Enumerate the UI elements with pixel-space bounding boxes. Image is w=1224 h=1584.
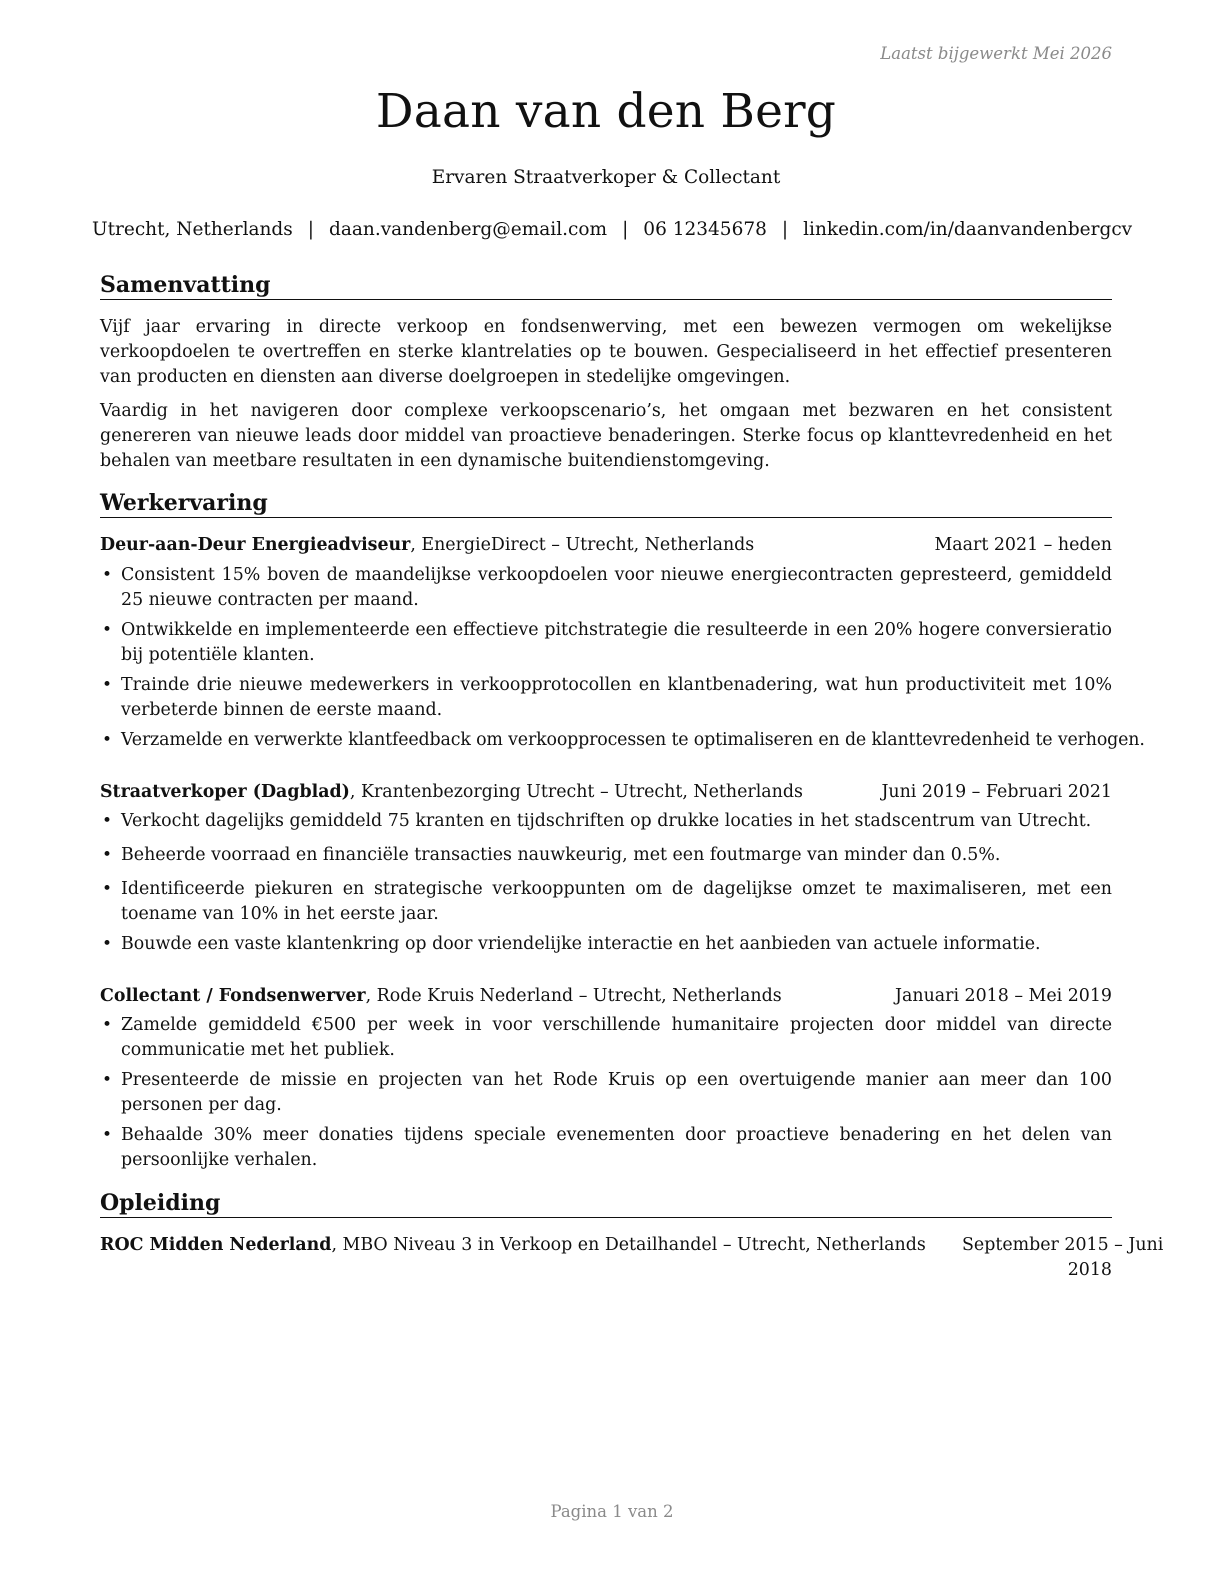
bullet-item: • Verkocht dagelijks gemiddeld 75 kranten en tijdschriften op drukke locaties in het stadscentrum van Utrecht. bbox=[100, 809, 1112, 834]
summary-paragraph-2: Vaardig in het navigeren door complexe verkoopscenario’s, het omgaan met bezwaren en het consistent genereren van nieuwe leads door middel van proactieve benaderingen. Sterke focus op klanttevredenheid en het behalen van meetbare resultaten in een dynamische buitendienstomgeving. bbox=[100, 401, 1112, 471]
job-header bbox=[100, 533, 1112, 558]
summary-heading: Samenvatting bbox=[100, 272, 1112, 300]
page-number: Pagina 1 van 2 bbox=[550, 1502, 674, 1521]
job-role: Deur-aan-Deur Energieadviseur bbox=[100, 535, 411, 555]
contact-separator: | bbox=[307, 219, 314, 240]
job-org: , EnergieDirect – Utrecht, Netherlands bbox=[410, 535, 755, 555]
education-dates bbox=[962, 1233, 1164, 1283]
job-bullets bbox=[100, 1013, 1112, 1173]
bullet-item: • Bouwde een vaste klantenkring op door vriendelijke interactie en het aanbieden van actuele informatie. bbox=[100, 932, 1112, 957]
candidate-name: Daan van den Berg bbox=[375, 84, 837, 139]
job-role: Collectant / Fondsenwerver bbox=[100, 986, 366, 1006]
bullet-item: • Zamelde gemiddeld €500 per week in voor verschillende humanitaire projecten door middel van directe communicatie met het publiek. bbox=[100, 1013, 1112, 1063]
education-entry bbox=[100, 1233, 1164, 1280]
contact-line bbox=[92, 219, 1133, 240]
job-dates: Maart 2021 – heden bbox=[934, 535, 1112, 555]
education-school: ROC Midden Nederland bbox=[100, 1235, 332, 1255]
bullet-item: • Identificeerde piekuren en strategische verkooppunten om de dagelijkse omzet te maximaliseren, met een toename van 10% in het eerste jaar. bbox=[100, 877, 1112, 927]
job-dates: Juni 2019 – Februari 2021 bbox=[881, 782, 1112, 802]
contact-email[interactable]: daan.vandenberg@email.com bbox=[329, 219, 608, 240]
education-dates-line: September 2015 – Juni bbox=[962, 1235, 1164, 1255]
contact-phone[interactable]: 06 12345678 bbox=[643, 219, 767, 240]
job-header bbox=[100, 780, 1112, 805]
job-org: , Rode Kruis Nederland – Utrecht, Netherlands bbox=[365, 986, 782, 1006]
job-bullets bbox=[100, 809, 1112, 957]
last-updated: Laatst bijgewerkt Mei 2026 bbox=[880, 44, 1112, 63]
bullet-item: • Verzamelde en verwerkte klantfeedback om verkoopprocessen te optimaliseren en de klanttevredenheid te verhogen. bbox=[100, 728, 1112, 753]
education-detail: , MBO Niveau 3 in Verkoop en Detailhandel – Utrecht, Netherlands bbox=[331, 1235, 926, 1255]
bullet-item: • Ontwikkelde en implementeerde een effectieve pitchstrategie die resulteerde in een 20% hogere conversieratio bij potentiële klanten. bbox=[100, 618, 1112, 668]
education-dates-line: 2018 bbox=[1067, 1260, 1112, 1280]
contact-separator: | bbox=[622, 219, 629, 240]
contact-separator: | bbox=[781, 219, 789, 240]
bullet-item: • Presenteerde de missie en projecten van het Rode Kruis op een overtuigende manier aan meer dan 100 personen per dag. bbox=[100, 1068, 1112, 1118]
contact-location: Utrecht, Netherlands bbox=[92, 219, 293, 240]
education-heading: Opleiding bbox=[100, 1190, 1112, 1218]
bullet-item: • Behaalde 30% meer donaties tijdens speciale evenementen door proactieve benadering en het delen van persoonlijke verhalen. bbox=[100, 1123, 1112, 1173]
experience-heading: Werkervaring bbox=[100, 490, 1112, 518]
job-dates: Januari 2018 – Mei 2019 bbox=[895, 986, 1112, 1006]
job-bullets bbox=[100, 563, 1145, 753]
bullet-item: • Consistent 15% boven de maandelijkse verkoopdoelen voor nieuwe energiecontracten gepresteerd, gemiddeld 25 nieuwe contracten per maand. bbox=[100, 563, 1112, 613]
headline: Ervaren Straatverkoper & Collectant bbox=[431, 167, 781, 188]
job-header bbox=[100, 984, 1112, 1009]
job-org: , Krantenbezorging Utrecht – Utrecht, Netherlands bbox=[349, 782, 803, 802]
resume-page bbox=[92, 0, 1164, 1584]
job-role: Straatverkoper (Dagblad) bbox=[100, 782, 350, 802]
contact-linkedin[interactable]: linkedin.com/in/daanvandenbergcv bbox=[803, 219, 1133, 240]
summary-paragraph-1: Vijf jaar ervaring in directe verkoop en fondsenwerving, met een bewezen vermogen om wekelijkse verkoopdoelen te overtreffen en sterke klantrelaties op te bouwen. Gespecialiseerd in het effectief presenteren van producten en diensten aan diverse doelgroepen in stedelijke omgevingen. bbox=[100, 317, 1112, 387]
bullet-item: • Beheerde voorraad en financiële transacties nauwkeurig, met een foutmarge van minder dan 0.5%. bbox=[100, 843, 1112, 868]
bullet-item: • Trainde drie nieuwe medewerkers in verkoopprotocollen en klantbenadering, wat hun productiviteit met 10% verbeterde binnen de eerste maand. bbox=[100, 673, 1112, 723]
